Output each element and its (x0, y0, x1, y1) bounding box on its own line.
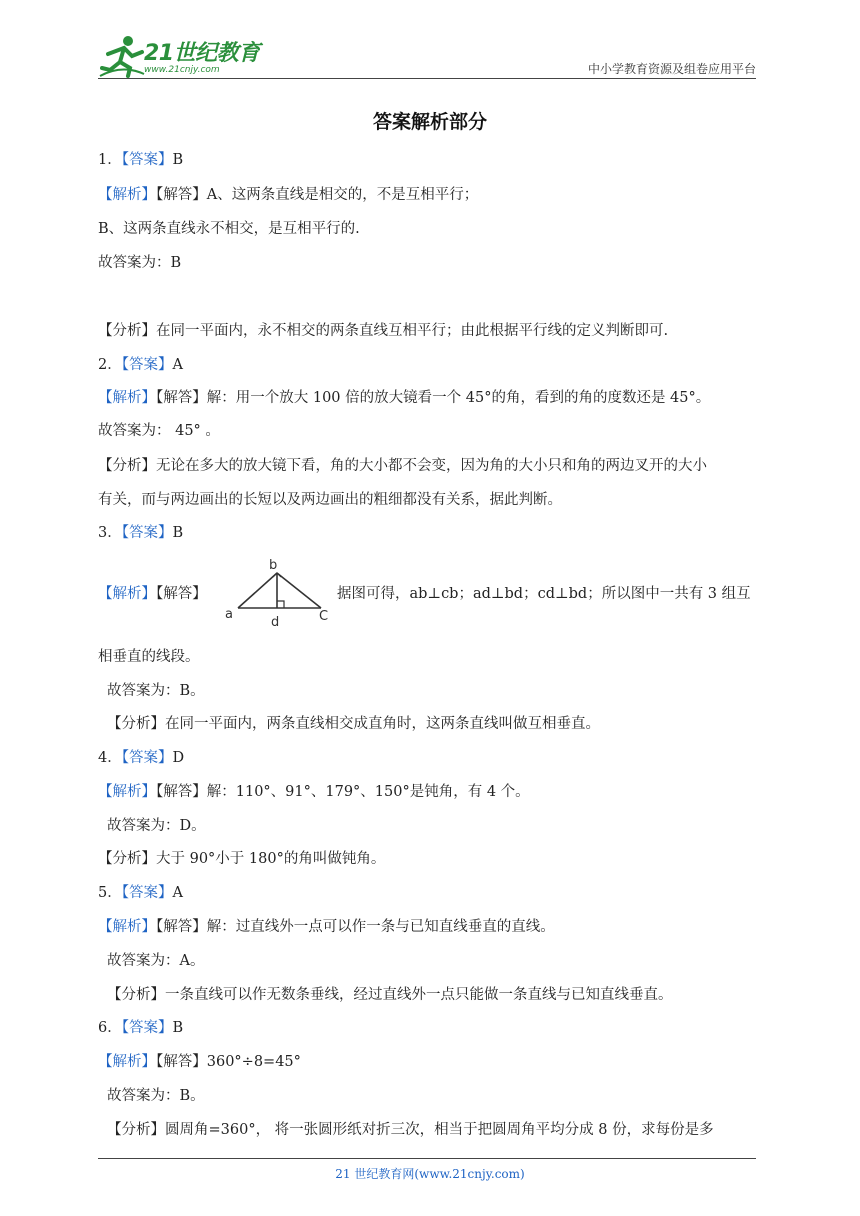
page-title: 答案解析部分 (372, 111, 487, 133)
answer-tag: 【答案】 (121, 357, 173, 373)
answer-tag: 【答案】 (121, 750, 173, 766)
answer-value: A (172, 357, 183, 373)
solution-text: 360°÷8=45° (206, 1054, 301, 1070)
header-divider (98, 78, 756, 79)
solution-tag: 【解答】 (156, 187, 207, 203)
q4-line2: 故答案为：D。 (107, 818, 206, 834)
label-a: a (225, 607, 233, 622)
q1-line2: B、这两条直线永不相交，是互相平行的. (98, 221, 360, 237)
fenxi-text: 在同一平面内，永不相交的两条直线互相平行；由此根据平行线的定义判断即可. (156, 323, 669, 339)
q1-line3: 故答案为：B (98, 255, 182, 271)
q5-answer-line (98, 883, 183, 903)
q4-fenxi-line (98, 849, 385, 869)
question-number: 1． (98, 152, 122, 168)
fenxi-tag: 【分析】 (107, 716, 165, 732)
question-number: 5． (98, 885, 122, 901)
q2-jiexi-line (98, 388, 710, 408)
answer-value: B (172, 152, 184, 168)
q3-after-diagram: 据图可得，ab⊥cb；ad⊥bd；cd⊥bd；所以图中一共有 3 组互 (337, 586, 751, 602)
right-angle-mark (277, 601, 284, 608)
q1-jiexi-line (98, 185, 478, 205)
solution-text: 解：过直线外一点可以作一条与已知直线垂直的直线。 (206, 919, 555, 935)
q6-line2: 故答案为：B。 (107, 1088, 205, 1104)
q3-cont: 相垂直的线段。 (98, 649, 200, 665)
q4-jiexi-line (98, 782, 530, 802)
solution-tag: 【解答】 (156, 1054, 207, 1070)
solution-text: A、这两条直线是相交的，不是互相平行； (206, 187, 479, 203)
fenxi-text: 在同一平面内，两条直线相交成直角时，这两条直线叫做互相垂直。 (165, 716, 600, 732)
solution-tag: 【解答】 (156, 390, 207, 406)
solution-tag: 【解答】 (156, 784, 207, 800)
q5-fenxi-line (107, 985, 673, 1005)
answer-tag: 【答案】 (121, 1020, 173, 1036)
fenxi-text: 大于 90°小于 180°的角叫做钝角。 (156, 851, 386, 867)
analysis-tag: 【解析】 (98, 390, 156, 406)
question-number: 2． (98, 357, 122, 373)
answer-tag: 【答案】 (121, 885, 173, 901)
fenxi-text: 一条直线可以作无数条垂线，经过直线外一点只能做一条直线与已知直线垂直。 (165, 987, 673, 1003)
label-d: d (271, 615, 280, 630)
q5-jiexi-line (98, 917, 555, 937)
answer-tag: 【答案】 (121, 152, 173, 168)
fenxi-tag: 【分析】 (107, 1122, 165, 1138)
q2-line2: 故答案为： 45° 。 (98, 423, 220, 439)
label-c: C (319, 609, 329, 624)
q2-fenxi-line (98, 456, 707, 476)
question-number: 3． (98, 525, 122, 541)
footer-link[interactable]: 21 世纪教育网(www.21cnjy.com) (335, 1167, 525, 1181)
page-header (98, 30, 756, 78)
q3-answer-line (98, 523, 183, 543)
footer-divider (98, 1158, 756, 1159)
q1-answer-line (98, 150, 183, 170)
q2-fenxi-cont: 有关，而与两边画出的长短以及两边画出的粗细都没有关系，据此判断。 (98, 492, 562, 508)
logo-url: www.21cnjy.com (144, 65, 220, 75)
q4-answer-line (98, 748, 184, 768)
triangle-diagram (221, 556, 333, 630)
fenxi-tag: 【分析】 (98, 458, 156, 474)
q3-jiexi-tags (98, 584, 207, 604)
solution-text: 解：110°、91°、179°、150°是钝角，有 4 个。 (206, 784, 530, 800)
answer-value: D (172, 750, 185, 766)
solution-text: 解：用一个放大 100 倍的放大镜看一个 45°的角，看到的角的度数还是 45°。 (206, 390, 711, 406)
answer-value: A (172, 885, 183, 901)
question-number: 6． (98, 1020, 122, 1036)
q3-fenxi-line (107, 714, 600, 734)
q1-fenxi-line (98, 321, 668, 341)
q6-fenxi-line (107, 1120, 714, 1140)
answer-value: B (172, 1020, 184, 1036)
q6-jiexi-line (98, 1052, 301, 1072)
fenxi-tag: 【分析】 (107, 987, 165, 1003)
fenxi-tag: 【分析】 (98, 323, 156, 339)
question-number: 4． (98, 750, 122, 766)
analysis-tag: 【解析】 (98, 784, 156, 800)
analysis-tag: 【解析】 (98, 919, 156, 935)
label-b: b (269, 558, 278, 573)
side-ab (238, 573, 277, 608)
fenxi-tag: 【分析】 (98, 851, 156, 867)
fenxi-text: 圆周角=360°， 将一张圆形纸对折三次，相当于把圆周角平均分成 8 份，求每份是多 (165, 1122, 714, 1138)
q2-answer-line (98, 355, 183, 375)
answer-tag: 【答案】 (121, 525, 173, 541)
q6-answer-line (98, 1018, 183, 1038)
solution-tag: 【解答】 (156, 586, 207, 602)
q3-line3: 故答案为：B。 (107, 683, 205, 699)
site-logo[interactable] (98, 34, 268, 78)
solution-tag: 【解答】 (156, 919, 207, 935)
logo-text: 21世纪教育 (144, 41, 260, 66)
runner-logo-icon (98, 34, 146, 78)
platform-name: 中小学教育资源及组卷应用平台 (587, 62, 756, 76)
fenxi-text: 无论在多大的放大镜下看，角的大小都不会变，因为角的大小只和角的两边叉开的大小 (156, 458, 707, 474)
analysis-tag: 【解析】 (98, 1054, 156, 1070)
analysis-tag: 【解析】 (98, 586, 156, 602)
analysis-tag: 【解析】 (98, 187, 156, 203)
q5-line2: 故答案为：A。 (107, 953, 205, 969)
answer-value: B (172, 525, 184, 541)
